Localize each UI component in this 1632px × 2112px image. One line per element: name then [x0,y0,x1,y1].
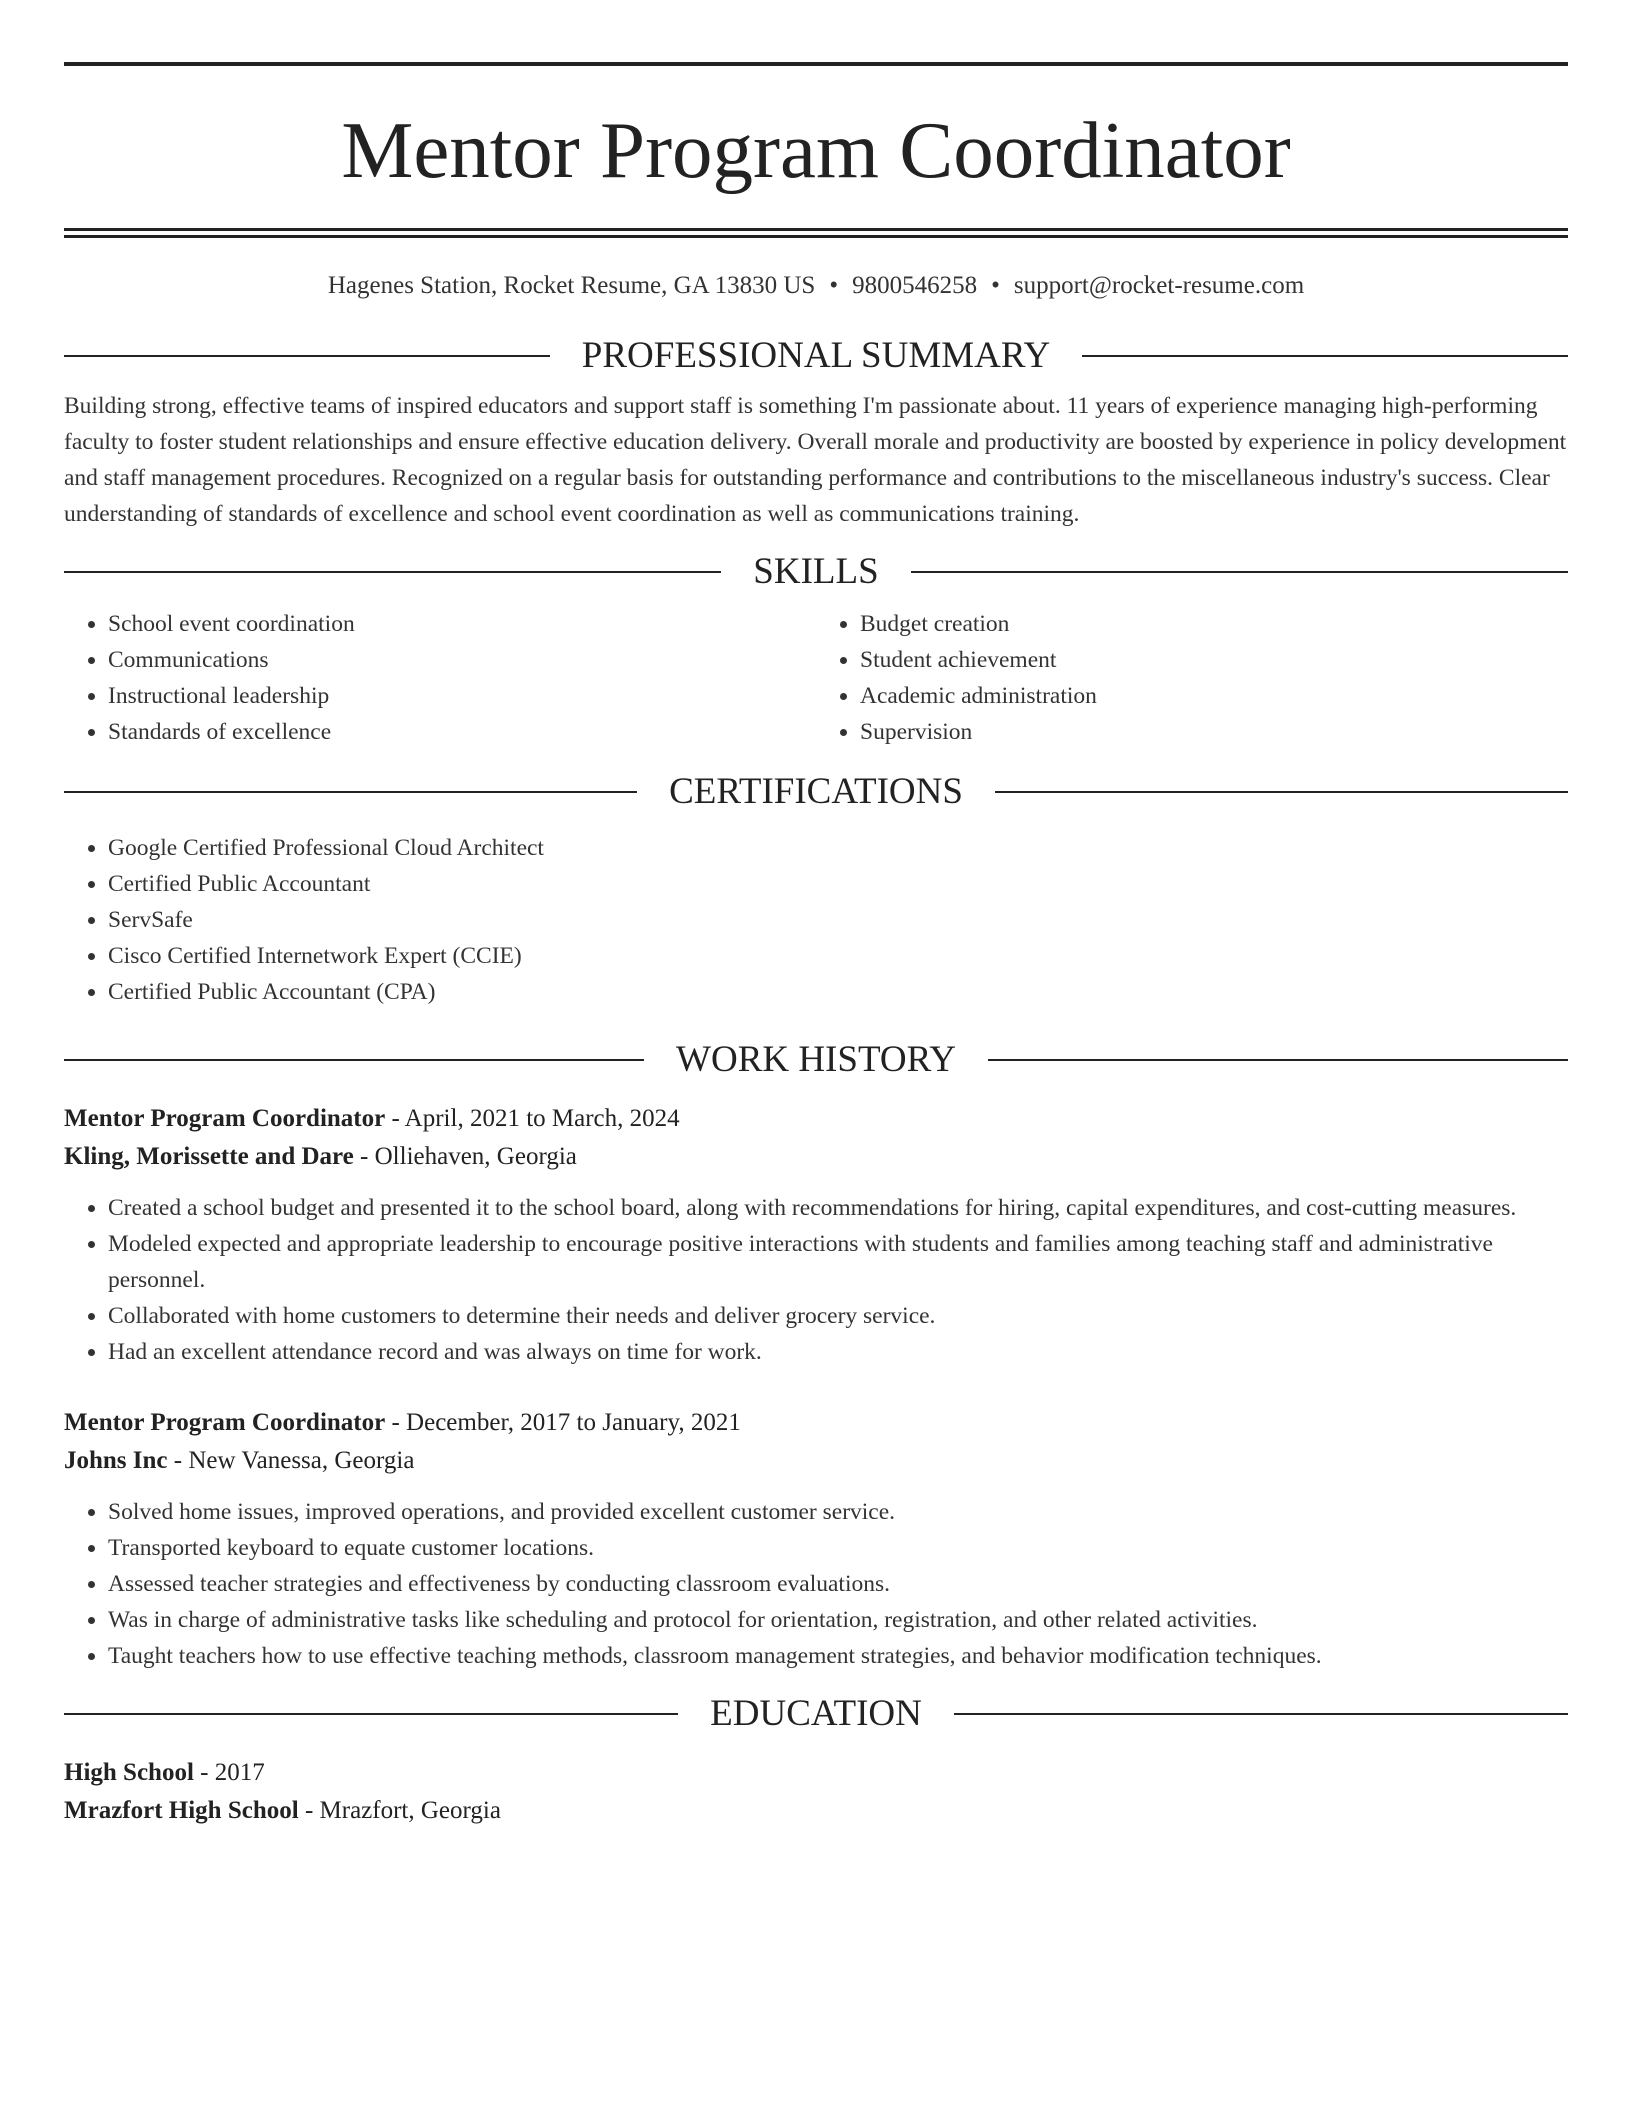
job-location: - Olliehaven, Georgia [353,1143,577,1170]
list-item: • Standards of excellence [108,714,816,750]
list-item: • Transported keyboard to equate customer locations. [108,1530,1568,1566]
heading-rule [64,1059,644,1061]
job-role-line [64,1100,1568,1138]
skills-grid [64,606,1568,750]
list-item: • Solved home issues, improved operations, and provided excellent customer service. [108,1494,1568,1530]
education-school: Mrazfort High School [64,1797,299,1824]
double-rule [64,228,1568,238]
job-company-line [64,1138,1568,1176]
job-entry [64,1404,1568,1674]
list-item: • Google Certified Professional Cloud Architect [108,830,1568,866]
heading-rule [64,1713,678,1715]
resume-name: Mentor Program Coordinator [341,105,1291,195]
list-item: • Academic administration [860,678,1568,714]
list-item: • Was in charge of administrative tasks like scheduling and protocol for orientation, registration, and other related activities. [108,1602,1568,1638]
list-item: • Instructional leadership [108,678,816,714]
skills-list-right [816,606,1568,750]
list-item: • Modeled expected and appropriate leadership to encourage positive interactions with students and families among teaching staff and administrative personnel. [108,1226,1568,1298]
education-location: - Mrazfort, Georgia [298,1797,501,1824]
list-item: • Communications [108,642,816,678]
heading-rule [1082,355,1568,357]
job-dates: - December, 2017 to January, 2021 [385,1409,741,1436]
section-title: EDUCATION [710,1693,922,1734]
list-item: • Certified Public Accountant [108,866,1568,902]
list-item: • Taught teachers how to use effective teaching methods, classroom management strategies, and behavior modification techniques. [108,1638,1568,1674]
job-dates: - April, 2021 to March, 2024 [385,1105,680,1132]
list-item: • Collaborated with home customers to determine their needs and deliver grocery service. [108,1298,1568,1334]
education-degree-line [64,1754,1568,1792]
contact-phone: 9800546258 [852,272,978,299]
job-role-line [64,1404,1568,1442]
section-heading-skills [64,550,1568,594]
job-company-line [64,1442,1568,1480]
summary-text: Building strong, effective teams of inspired educators and support staff is something I'm passionate about. 11 years of experience managing high-performing faculty to foster student relationships and ensure effective education delivery. Overall morale and productivity are boosted by experience in policy development and staff management procedures. Recognized on a regular basis for outstanding performance and contributions to the miscellaneous industry's success. Clear understanding of standards of excellence and school event coordination as well as communications training. [64,393,1567,527]
list-item: • School event coordination [108,606,816,642]
section-heading-education [64,1692,1568,1736]
job-company: Kling, Morissette and Dare [64,1143,354,1170]
heading-rule [64,355,550,357]
job-bullets [64,1190,1568,1370]
section-heading-work-history [64,1038,1568,1082]
list-item: • Created a school budget and presented it to the school board, along with recommendations for hiring, capital expenditures, and cost-cutting measures. [108,1190,1568,1226]
list-item: • Assessed teacher strategies and effectiveness by conducting classroom evaluations. [108,1566,1568,1602]
job-role: Mentor Program Coordinator [64,1409,386,1436]
heading-rule [911,571,1568,573]
job-company: Johns Inc [64,1447,168,1474]
job-location: - New Vanessa, Georgia [167,1447,415,1474]
job-role: Mentor Program Coordinator [64,1105,386,1132]
contact-email: support@rocket-resume.com [1013,272,1305,299]
list-item: • Certified Public Accountant (CPA) [108,974,1568,1010]
list-item: • Supervision [860,714,1568,750]
top-rule [64,62,1568,66]
contact-separator: • [991,272,1000,299]
section-title: CERTIFICATIONS [669,771,963,812]
section-title: WORK HISTORY [676,1039,956,1080]
skills-list-left [64,606,816,750]
list-item: • ServSafe [108,902,1568,938]
section-title: SKILLS [753,551,879,592]
section-heading-summary [64,334,1568,378]
list-item: • Cisco Certified Internetwork Expert (CCIE) [108,938,1568,974]
heading-rule [988,1059,1568,1061]
list-item: • Budget creation [860,606,1568,642]
heading-rule [64,571,721,573]
education-school-line [64,1792,1568,1830]
certifications-list [64,830,1568,1010]
heading-rule [64,791,637,793]
section-heading-certifications [64,770,1568,814]
section-title: PROFESSIONAL SUMMARY [581,335,1051,376]
heading-rule [954,1713,1568,1715]
contact-separator: • [829,272,839,299]
job-entry [64,1100,1568,1370]
education-degree: High School [64,1759,194,1786]
contact-address: Hagenes Station, Rocket Resume, GA 13830 US [327,272,816,299]
list-item: • Student achievement [860,642,1568,678]
contact-line [64,270,1568,302]
education-year: - 2017 [193,1759,265,1786]
heading-rule [995,791,1568,793]
job-bullets [64,1494,1568,1674]
list-item: • Had an excellent attendance record and was always on time for work. [108,1334,1568,1370]
education-entry [64,1754,1568,1830]
